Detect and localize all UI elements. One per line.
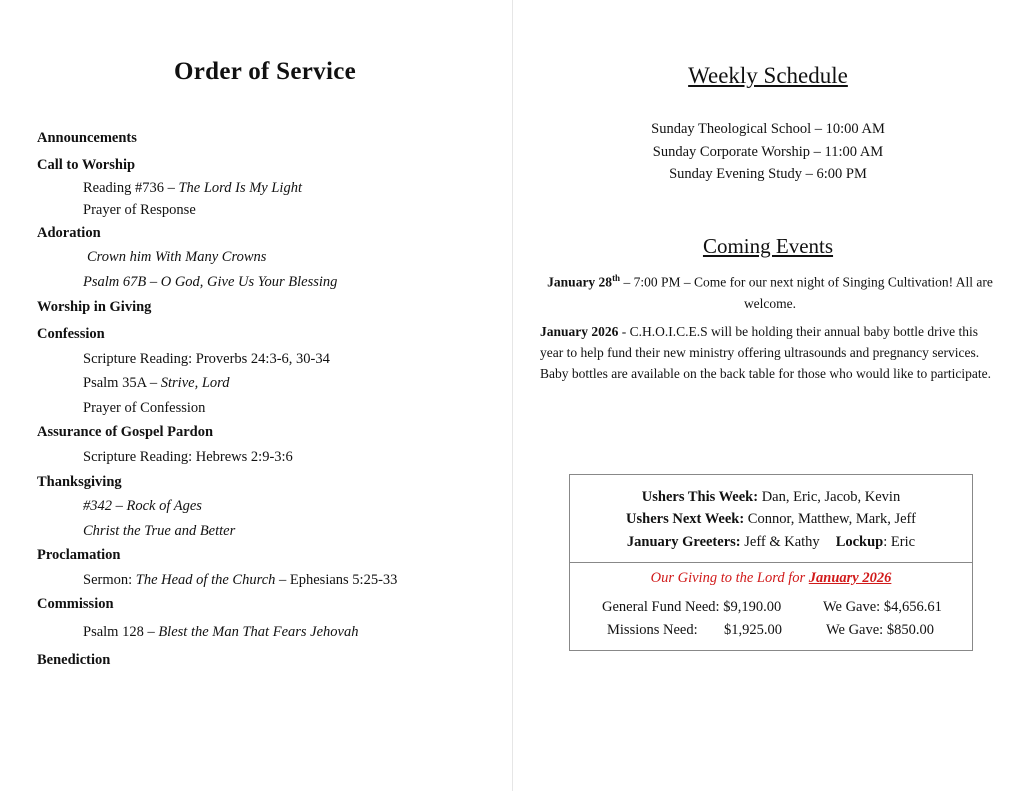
event1-date-suffix: th <box>612 273 621 283</box>
schedule-line-evening-study: Sunday Evening Study – 6:00 PM <box>669 166 867 182</box>
sermon-prefix: Sermon: <box>83 572 136 588</box>
lockup-name: : Eric <box>883 534 916 550</box>
ushers-giving-box <box>569 474 973 651</box>
call-to-worship-heading: Call to Worship <box>37 157 136 173</box>
greeters-label: January Greeters: <box>626 534 741 550</box>
giving-month: January 2026 <box>808 570 892 586</box>
hymn-342: #342 – Rock of Ages <box>83 498 202 514</box>
psalm-35a <box>83 375 230 392</box>
event-singing-cultivation <box>540 268 1000 314</box>
commission-heading: Commission <box>37 596 114 612</box>
sermon-reference: – Ephesians 5:25-33 <box>275 572 398 588</box>
greeters-names: Jeff & Kathy <box>740 534 820 550</box>
ushers-section <box>570 475 972 563</box>
schedule-line-corporate-worship: Sunday Corporate Worship – 11:00 AM <box>652 144 884 160</box>
lockup-label: Lockup <box>835 534 884 550</box>
coming-events-title: Coming Events <box>702 234 834 258</box>
missions-need-label: Missions Need: <box>607 622 698 638</box>
schedule-page <box>512 0 1024 791</box>
psalm-128 <box>83 624 358 641</box>
ushers-next-week-names: Connor, Matthew, Mark, Jeff <box>744 511 916 527</box>
psalm-35a-title: Strive, Lord <box>160 375 230 391</box>
schedule-line-theological-school: Sunday Theological School – 10:00 AM <box>651 121 885 137</box>
order-of-service-title: Order of Service <box>173 58 357 85</box>
reading-prefix: Reading #736 – <box>83 180 179 196</box>
event2-text: - C.H.O.I.C.E.S will be holding their annual baby bottle drive this year to help fund their new ministry offering ultrasounds and pregnancy services. Baby bottles are available on the back table for those who would like to participate. <box>540 324 991 381</box>
confession-heading: Confession <box>37 326 105 342</box>
weekly-schedule-title: Weekly Schedule <box>688 63 848 88</box>
event1-date: January 28 <box>547 274 613 290</box>
ushers-this-week <box>570 489 972 506</box>
giving-prefix: Our Giving to the Lord for <box>650 570 809 586</box>
crown-him-hymn: Crown him With Many Crowns <box>87 249 267 265</box>
missions-gave: We Gave: $850.00 <box>826 622 934 638</box>
reading-title: The Lord Is My Light <box>178 180 302 196</box>
psalm-67b: Psalm 67B – O God, Give Us Your Blessing <box>83 274 338 290</box>
adoration-heading: Adoration <box>37 225 101 241</box>
thanksgiving-heading: Thanksgiving <box>37 474 122 490</box>
prayer-of-confession: Prayer of Confession <box>83 400 206 416</box>
general-fund-gave: We Gave: $4,656.61 <box>823 599 942 615</box>
worship-in-giving-heading: Worship in Giving <box>37 299 152 315</box>
ushers-this-week-names: Dan, Eric, Jacob, Kevin <box>758 489 901 505</box>
event-baby-bottle-drive <box>540 321 1002 384</box>
christ-true-and-better: Christ the True and Better <box>83 523 236 539</box>
ushers-this-week-label: Ushers This Week: <box>641 489 759 505</box>
missions-need-amount: $1,925.00 <box>724 622 782 638</box>
scripture-reading-proverbs: Scripture Reading: Proverbs 24:3-6, 30-34 <box>83 351 330 367</box>
greeters-lockup <box>570 534 972 551</box>
scripture-reading-hebrews: Scripture Reading: Hebrews 2:9-3:6 <box>83 449 293 465</box>
event1-text: – 7:00 PM – Come for our next night of Singing Cultivation! All are welcome. <box>620 274 993 311</box>
sermon <box>83 572 397 589</box>
giving-heading <box>570 570 972 587</box>
sermon-title: The Head of the Church <box>135 572 276 588</box>
reading-736 <box>83 180 302 197</box>
assurance-heading: Assurance of Gospel Pardon <box>37 424 214 440</box>
announcements-heading: Announcements <box>37 130 137 146</box>
general-fund-need: General Fund Need: $9,190.00 <box>602 599 782 615</box>
ushers-next-week-label: Ushers Next Week: <box>626 511 745 527</box>
proclamation-heading: Proclamation <box>37 547 121 563</box>
ushers-next-week <box>570 511 972 528</box>
event2-date: January 2026 <box>540 324 619 339</box>
psalm-128-title: Blest the Man That Fears Jehovah <box>158 624 359 640</box>
psalm-128-prefix: Psalm 128 – <box>83 624 159 640</box>
benediction-heading: Benediction <box>37 652 111 668</box>
psalm-35a-prefix: Psalm 35A – <box>83 375 161 391</box>
prayer-of-response: Prayer of Response <box>83 202 196 218</box>
